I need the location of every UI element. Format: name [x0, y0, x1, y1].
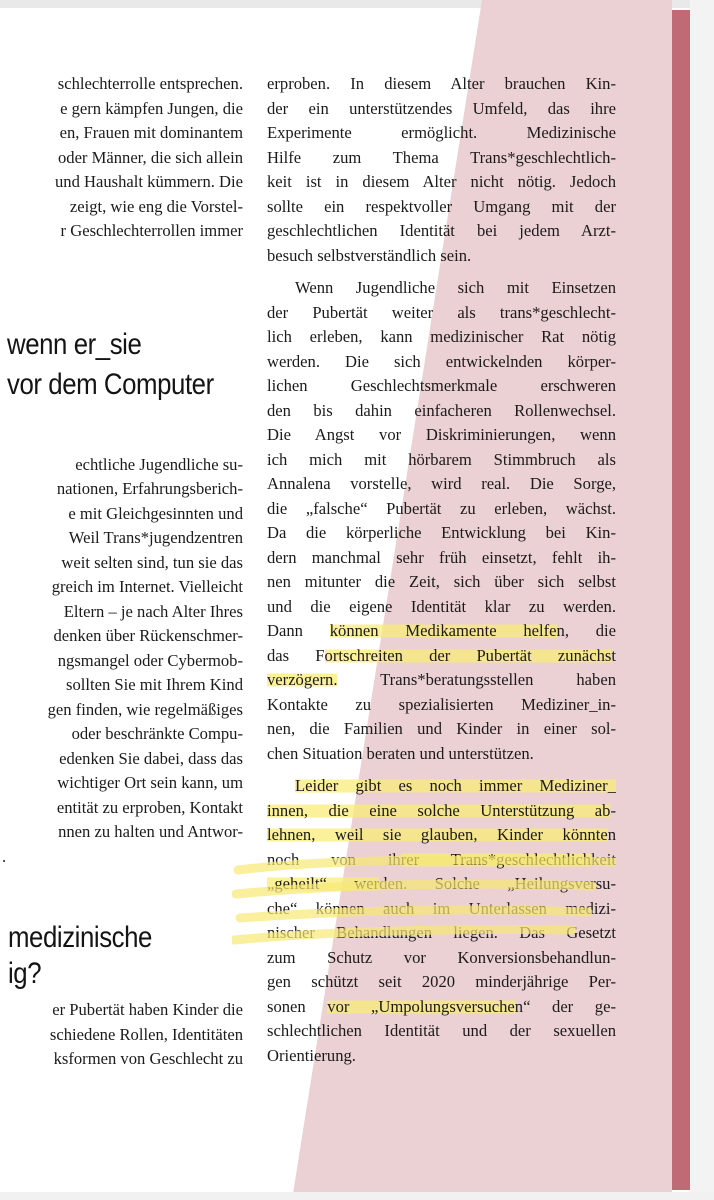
- text-line: den bis dahin einfacheren Rollenwechsel.: [267, 400, 616, 420]
- text-line: weit selten sind, tun sie das: [61, 552, 243, 572]
- text-line: Annalena vorstelle, wird real. Die Sorge,: [267, 474, 616, 493]
- text-line: ich mich mit hörbarem Stimmbruch als: [267, 449, 616, 469]
- text-line: entität zu erproben, Kontakt: [56, 797, 243, 817]
- text-line: gen schützt seit 2020 minderjährige Per-: [267, 972, 616, 991]
- text-line: schiedene Rollen, Identitäten: [49, 1024, 243, 1044]
- highlighted-text: können Medikamente helfe: [329, 621, 557, 640]
- page-margin-strip: [690, 0, 714, 1200]
- text-line: geschlechtlichen Identität bei jedem Arzt-: [267, 221, 616, 240]
- accent-edge-bar: [672, 10, 690, 1190]
- text-line: besuch selbstverständlich sein.: [267, 245, 472, 265]
- text-line: schlechtlichen Identität und der sexuellen: [267, 1021, 616, 1040]
- text-line: sollte ein respektvoller Umgang mit der: [267, 196, 616, 216]
- text-line: oder beschränkte Compu-: [71, 724, 243, 743]
- highlighted-text: vor „Umpolungsversuche: [327, 996, 515, 1016]
- text-line: nen mitunter die Zeit, sich über sich selbst: [267, 572, 616, 591]
- section-heading-medical: [0, 920, 243, 992]
- highlighted-text: ortschreiten der Pubertät zunächs: [324, 645, 612, 665]
- text-line: e gern kämpfen Jungen, die: [60, 98, 243, 118]
- text-line: der Pubertät weiter als trans*geschlecht-: [267, 302, 616, 322]
- text-line: .: [2, 846, 7, 866]
- text-segment: sonen: [267, 996, 328, 1016]
- text-line: Eltern – je nach Alter Ihres: [63, 601, 243, 621]
- text-line: schlechterrolle entsprechen.: [57, 74, 243, 93]
- text-line: [267, 995, 616, 1020]
- highlighted-text: innen, die eine solche Unterstützung ab: [267, 800, 611, 820]
- text-line: greich im Internet. Vielleicht: [51, 577, 243, 596]
- text-line: Experimente ermöglicht. Medizinische: [267, 123, 616, 142]
- text-line: lichen Geschlechtsmerkmale erschweren: [267, 376, 616, 395]
- text-line: zum Schutz vor Konversionsbehandlun-: [267, 947, 616, 967]
- text-line: er Pubertät haben Kinder die: [52, 1000, 243, 1019]
- text-line: Weil Trans*jugendzentren: [68, 528, 243, 547]
- text-line: e mit Gleichgesinnten und: [68, 503, 243, 523]
- text-line: edenken Sie dabei, dass das: [59, 748, 243, 768]
- text-segment: keit: [591, 849, 616, 869]
- text-line: der ein unterstützendes Umfeld, das ihre: [267, 98, 616, 118]
- text-line: keit ist in diesem Alter nicht nötig. Jedoch: [267, 172, 616, 191]
- text-line: lich erleben, kann medizinischer Rat nötig: [267, 327, 616, 346]
- left-paragraph-1: [0, 72, 243, 244]
- text-line: Hilfe zum Thema Trans*geschlechtlich-: [267, 147, 616, 167]
- text-line: che“ können auch im Unterlassen medizi-: [267, 898, 616, 918]
- highlighted-text: verzögern.: [267, 670, 338, 689]
- right-paragraph-2: [267, 276, 616, 766]
- text-line: und Haushalt kümmern. Die: [54, 172, 243, 191]
- left-column: [0, 72, 243, 1072]
- highlighted-text: Leider gibt es noch immer Mediziner_: [295, 776, 616, 795]
- text-line: nen, die Familien und Kinder in einer sol-: [267, 719, 616, 738]
- text-segment: das F: [267, 645, 325, 665]
- text-line: ksformen von Geschlecht zu: [53, 1049, 243, 1068]
- text-line: die „falsche“ Pubertät zu erleben, wächst.: [267, 498, 616, 518]
- text-line: Orientierung.: [267, 1045, 356, 1065]
- text-line: [267, 823, 616, 848]
- text-line: r Geschlechterrollen immer: [60, 221, 243, 240]
- text-line: werden. Die sich entwickelnden körper-: [267, 351, 616, 371]
- text-line: [267, 774, 616, 799]
- text-line: [267, 668, 616, 693]
- text-line: chen Situation beraten und unterstützen.: [267, 743, 534, 763]
- text-line: Die Angst vor Diskriminierungen, wenn: [267, 425, 616, 444]
- text-segment: Trans*beratungsstellen haben: [337, 670, 616, 689]
- text-line: [267, 619, 616, 644]
- text-line: dern manchmal sehr früh einsetzt, fehlt ih-: [267, 547, 616, 567]
- heading-line: wenn er_sie: [7, 327, 142, 361]
- text-line: [267, 644, 616, 669]
- highlighted-text: lehnen, weil sie glauben, Kinder könnte: [267, 825, 608, 844]
- text-line: Da die körperliche Entwicklung bei Kin-: [267, 523, 616, 542]
- section-heading-computer: [0, 325, 243, 405]
- text-line: nationen, Erfahrungsberich-: [56, 479, 243, 498]
- text-line: ngsmangel oder Cybermob-: [57, 650, 243, 670]
- text-line: gen finden, wie regelmäßiges: [47, 699, 243, 719]
- text-segment: n, die: [556, 621, 616, 640]
- text-segment: den. Solche „Heilungsversu-: [379, 874, 616, 893]
- text-line: denken über Rückenschmer-: [53, 626, 243, 645]
- text-line: nischer Behandlungen liegen. Das Gesetzt: [267, 923, 616, 942]
- text-line: nnen zu halten und Antwor-: [58, 822, 243, 841]
- highlighted-text: rer Trans*geschlechtlich: [400, 849, 592, 869]
- highlighter-scribble: [232, 856, 616, 956]
- text-line: erproben. In diesem Alter brauchen Kin-: [267, 74, 616, 93]
- text-segment: n“ der ge-: [514, 996, 616, 1016]
- text-line: en, Frauen mit dominantem: [59, 123, 243, 142]
- text-line: wichtiger Ort sein kann, um: [57, 773, 243, 792]
- text-line: sollten Sie mit Ihrem Kind: [66, 675, 243, 694]
- text-segment: noch von ih: [267, 849, 401, 869]
- left-paragraph-3: [0, 998, 243, 1072]
- text-line: und die eigene Identität klar zu werden.: [267, 596, 616, 616]
- heading-line: ig?: [8, 957, 42, 990]
- text-segment: -: [610, 800, 616, 820]
- left-paragraph-2: [0, 453, 243, 870]
- text-segment: Dann: [267, 621, 330, 640]
- text-line: zeigt, wie eng die Vorstel-: [69, 196, 243, 216]
- right-paragraph-1: [267, 72, 616, 268]
- heading-line: medizinische: [8, 921, 152, 954]
- text-line: echtliche Jugendliche su-: [75, 454, 243, 474]
- heading-line: vor dem Computer: [7, 367, 214, 401]
- text-segment: n: [607, 825, 616, 844]
- bottom-edge: [0, 1192, 714, 1200]
- highlighted-text: „geheilt“ wer: [267, 874, 380, 893]
- text-line: Wenn Jugendliche sich mit Einsetzen: [295, 278, 616, 297]
- text-line: [267, 799, 616, 824]
- text-line: Kontakte zu spezialisierten Mediziner_in-: [267, 694, 616, 714]
- text-segment: t: [611, 645, 616, 665]
- text-line: oder Männer, die sich allein: [57, 147, 243, 167]
